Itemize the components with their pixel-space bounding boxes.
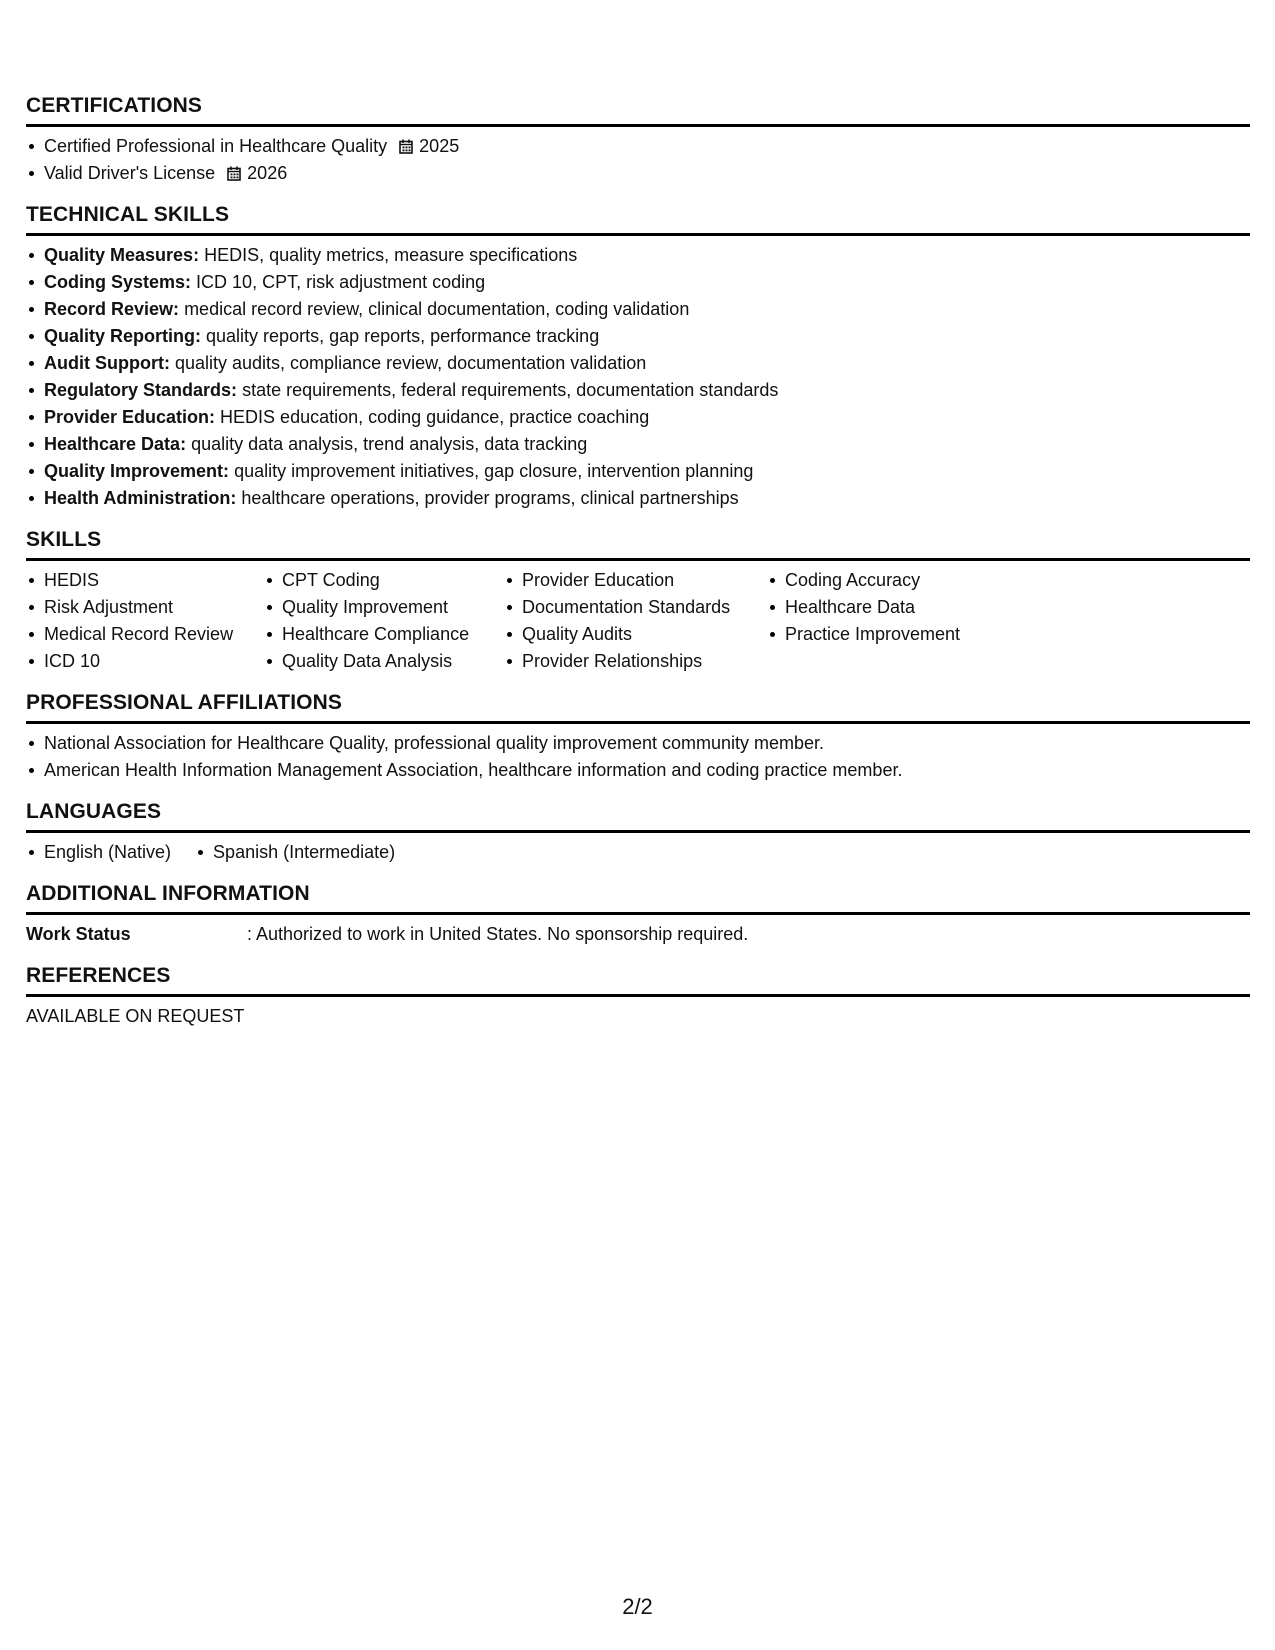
- page-number: 2/2: [622, 1594, 653, 1619]
- skill-details: HEDIS education, coding guidance, practice coaching: [220, 407, 650, 427]
- technical-skill-item: [26, 458, 1250, 485]
- skill-item: HEDIS: [26, 567, 264, 594]
- calendar-icon: [227, 166, 241, 181]
- affiliations-list: [26, 730, 1250, 784]
- skill-details: quality audits, compliance review, documentation validation: [174, 353, 647, 373]
- affiliations-heading: PROFESSIONAL AFFILIATIONS: [26, 689, 1250, 724]
- technical-skill-item: [26, 485, 1250, 512]
- skill-item: Healthcare Compliance: [264, 621, 504, 648]
- work-status-value: : Authorized to work in United States. No sponsorship required.: [247, 924, 749, 944]
- skill-item: Provider Relationships: [504, 648, 767, 675]
- technical-skill-item: [26, 269, 1250, 296]
- certifications-section: [26, 92, 1250, 187]
- skill-category: Health Administration:: [44, 488, 237, 508]
- technical-skill-item: [26, 350, 1250, 377]
- certifications-heading: CERTIFICATIONS: [26, 92, 1250, 127]
- skill-item: CPT Coding: [264, 567, 504, 594]
- skill-details: healthcare operations, provider programs, clinical partnerships: [241, 488, 739, 508]
- resume-page: [26, 92, 1250, 1044]
- certification-year: 2025: [419, 136, 460, 156]
- skill-category: Quality Reporting:: [44, 326, 201, 346]
- language-item: Spanish (Intermediate): [195, 839, 395, 866]
- affiliations-section: [26, 689, 1250, 784]
- references-text: AVAILABLE ON REQUEST: [26, 1006, 245, 1026]
- technical-skills-section: [26, 201, 1250, 512]
- skill-item: Risk Adjustment: [26, 594, 264, 621]
- skill-item: Healthcare Data: [767, 594, 1027, 621]
- work-status-label: Work Status: [26, 924, 131, 944]
- technical-skill-item: [26, 323, 1250, 350]
- languages-heading: LANGUAGES: [26, 798, 1250, 833]
- certification-item: [26, 133, 1250, 160]
- skills-column: [767, 567, 1027, 675]
- skill-item: Provider Education: [504, 567, 767, 594]
- languages-section: [26, 798, 1250, 866]
- references-heading: REFERENCES: [26, 962, 1250, 997]
- language-item: English (Native): [26, 839, 171, 866]
- technical-skills-heading: TECHNICAL SKILLS: [26, 201, 1250, 236]
- technical-skill-item: [26, 296, 1250, 323]
- skill-category: Coding Systems:: [44, 272, 192, 292]
- affiliation-item: American Health Information Management Association, healthcare information and coding practice member.: [26, 757, 1250, 784]
- calendar-icon: [399, 139, 413, 154]
- skill-details: state requirements, federal requirements, documentation standards: [242, 380, 779, 400]
- skill-category: Quality Measures:: [44, 245, 200, 265]
- technical-skill-item: [26, 431, 1250, 458]
- skill-item: Quality Data Analysis: [264, 648, 504, 675]
- affiliation-item: National Association for Healthcare Quality, professional quality improvement community member.: [26, 730, 1250, 757]
- skills-column: [264, 567, 504, 675]
- technical-skill-item: [26, 404, 1250, 431]
- languages-list: [26, 839, 419, 866]
- skills-column: [504, 567, 767, 675]
- skill-category: Regulatory Standards:: [44, 380, 238, 400]
- certification-year: 2026: [247, 163, 288, 183]
- skill-category: Audit Support:: [44, 353, 170, 373]
- certification-name: Certified Professional in Healthcare Quality: [44, 136, 388, 156]
- skill-details: ICD 10, CPT, risk adjustment coding: [196, 272, 486, 292]
- skill-item: ICD 10: [26, 648, 264, 675]
- skill-item: Coding Accuracy: [767, 567, 1027, 594]
- certification-name: Valid Driver's License: [44, 163, 216, 183]
- skill-category: Record Review:: [44, 299, 180, 319]
- skill-details: quality data analysis, trend analysis, data tracking: [191, 434, 588, 454]
- skills-grid: [26, 567, 1250, 675]
- skill-details: quality reports, gap reports, performance tracking: [206, 326, 600, 346]
- skill-category: Quality Improvement:: [44, 461, 230, 481]
- work-status-row: [26, 921, 1250, 948]
- languages-row: [26, 839, 1250, 866]
- skill-item: Practice Improvement: [767, 621, 1027, 648]
- certification-item: [26, 160, 1250, 187]
- references-section: [26, 962, 1250, 1030]
- technical-skill-item: [26, 242, 1250, 269]
- skill-item: Quality Audits: [504, 621, 767, 648]
- skills-section: [26, 526, 1250, 675]
- technical-skills-list: [26, 242, 1250, 512]
- skill-details: HEDIS, quality metrics, measure specifications: [204, 245, 578, 265]
- additional-info-section: [26, 880, 1250, 948]
- skill-details: medical record review, clinical documentation, coding validation: [184, 299, 690, 319]
- skill-item: Quality Improvement: [264, 594, 504, 621]
- additional-info-heading: ADDITIONAL INFORMATION: [26, 880, 1250, 915]
- skill-category: Provider Education:: [44, 407, 216, 427]
- skills-heading: SKILLS: [26, 526, 1250, 561]
- skills-column: [26, 567, 264, 675]
- skill-category: Healthcare Data:: [44, 434, 187, 454]
- skill-item: Medical Record Review: [26, 621, 264, 648]
- skill-item: Documentation Standards: [504, 594, 767, 621]
- technical-skill-item: [26, 377, 1250, 404]
- skill-details: quality improvement initiatives, gap closure, intervention planning: [234, 461, 754, 481]
- certifications-list: [26, 133, 1250, 187]
